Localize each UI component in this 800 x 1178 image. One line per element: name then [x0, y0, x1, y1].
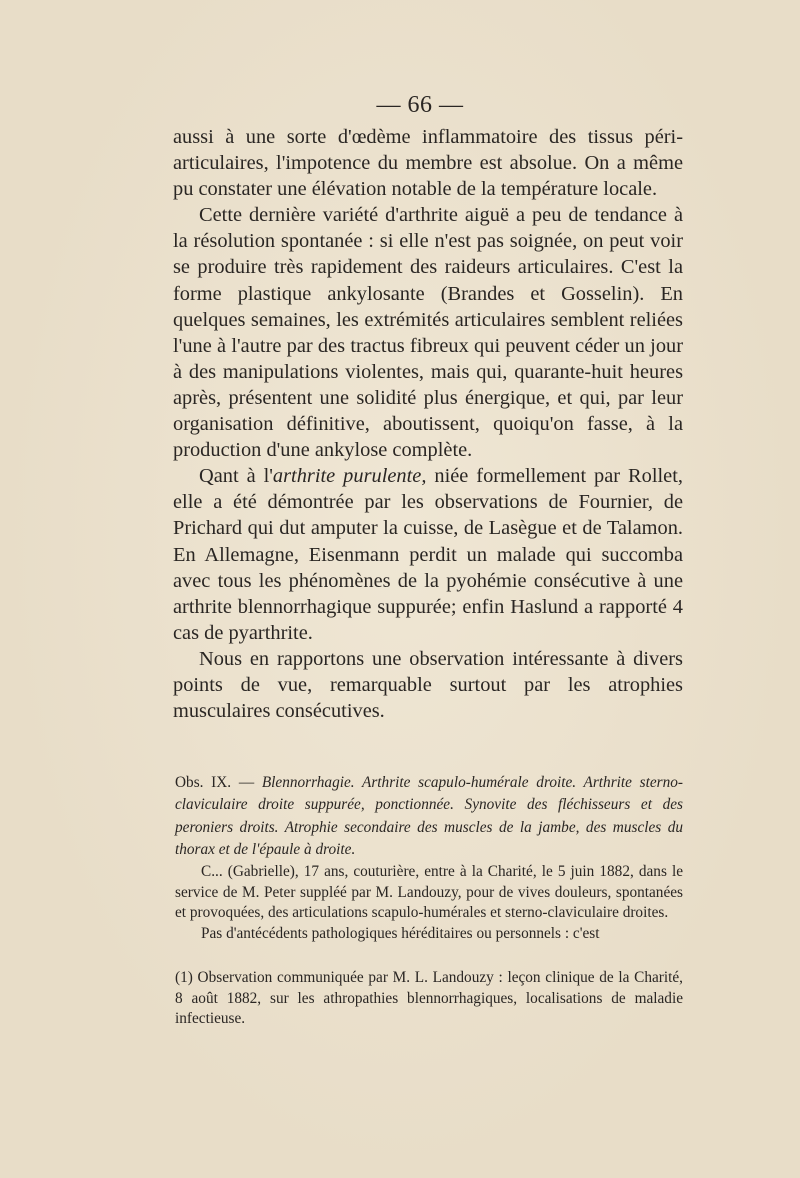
- main-text: [173, 124, 683, 724]
- paragraph-1: aussi à une sorte d'œdème inflammatoire des tissus péri-articulaires, l'impotence du membre est absolue. On a même pu constater une élévation notable de la température locale.: [173, 126, 683, 201]
- paragraph-3-start: Qant à l': [199, 465, 273, 488]
- paragraph-2: Cette dernière variété d'arthrite aiguë a peu de tendance à la résolution spontanée : si elle n'est pas soignée, on peut voir se produire très rapidement des raideurs articulaires. C'est la forme plastique ankylosante (Brandes et Gosselin). En quelques semaines, les extrémités articulaires semblent reliées l'une à l'autre par des tractus fibreux qui peuvent céder un jour à des manipulations violentes, mais qui, quarante-huit heures après, présentent une solidité plus énergique, et qui, par leur organisation définitive, aboutissent, quoiqu'on fasse, à la production d'une ankylose complète.: [173, 204, 683, 462]
- case-paragraph-2: Pas d'antécédents pathologiques héréditaires ou personnels : c'est: [201, 924, 600, 942]
- paragraph-4: Nous en rapportons une observation intéressante à divers points de vue, remarquable surtout par les atrophies musculaires consécutives.: [173, 647, 683, 723]
- paragraph-3: [173, 463, 683, 646]
- observation-title: Blennorrhagie. Arthrite scapulo-humérale droite. Arthrite sterno-claviculaire droite suppurée, ponctionnée. Synovite des fléchisseurs et des peroniers droits. Atrophie secondaire des muscles de la jambe, des muscles du thorax et de l'épaule à droite.: [175, 774, 683, 859]
- italic-term: arthrite purulente,: [272, 465, 427, 488]
- case-paragraph-1: C... (Gabrielle), 17 ans, couturière, entre à la Charité, le 5 juin 1882, dans le service de M. Peter suppléé par M. Landouzy, pour de vives douleurs, spontanées et provoquées, des articulations scapulo-humérales et sterno-claviculaire droites.: [175, 863, 683, 922]
- case-text: [175, 862, 683, 944]
- footnote-text: (1) Observation communiquée par M. L. Landouzy : leçon clinique de la Charité, 8 août 1882, sur les athropathies blennorrhagiques, localisations de maladie infectieuse.: [175, 969, 683, 1028]
- observation-heading: [175, 772, 683, 862]
- page-number: — 66 —: [376, 92, 464, 118]
- footnote: [175, 968, 683, 1030]
- paragraph-3-rest: niée formellement par Rollet, elle a été démontrée par les observations de Fournier, de Prichard qui dut amputer la cuisse, de Lasègue et de Talamon. En Allemagne, Eisenmann perdit un malade qui succomba avec tous les phénomènes de la pyohémie consécutive à une arthrite blennorrhagique suppurée; enfin Haslund a rapporté 4 cas de pyarthrite.: [173, 465, 683, 644]
- observation-label: Obs. IX. —: [175, 774, 262, 791]
